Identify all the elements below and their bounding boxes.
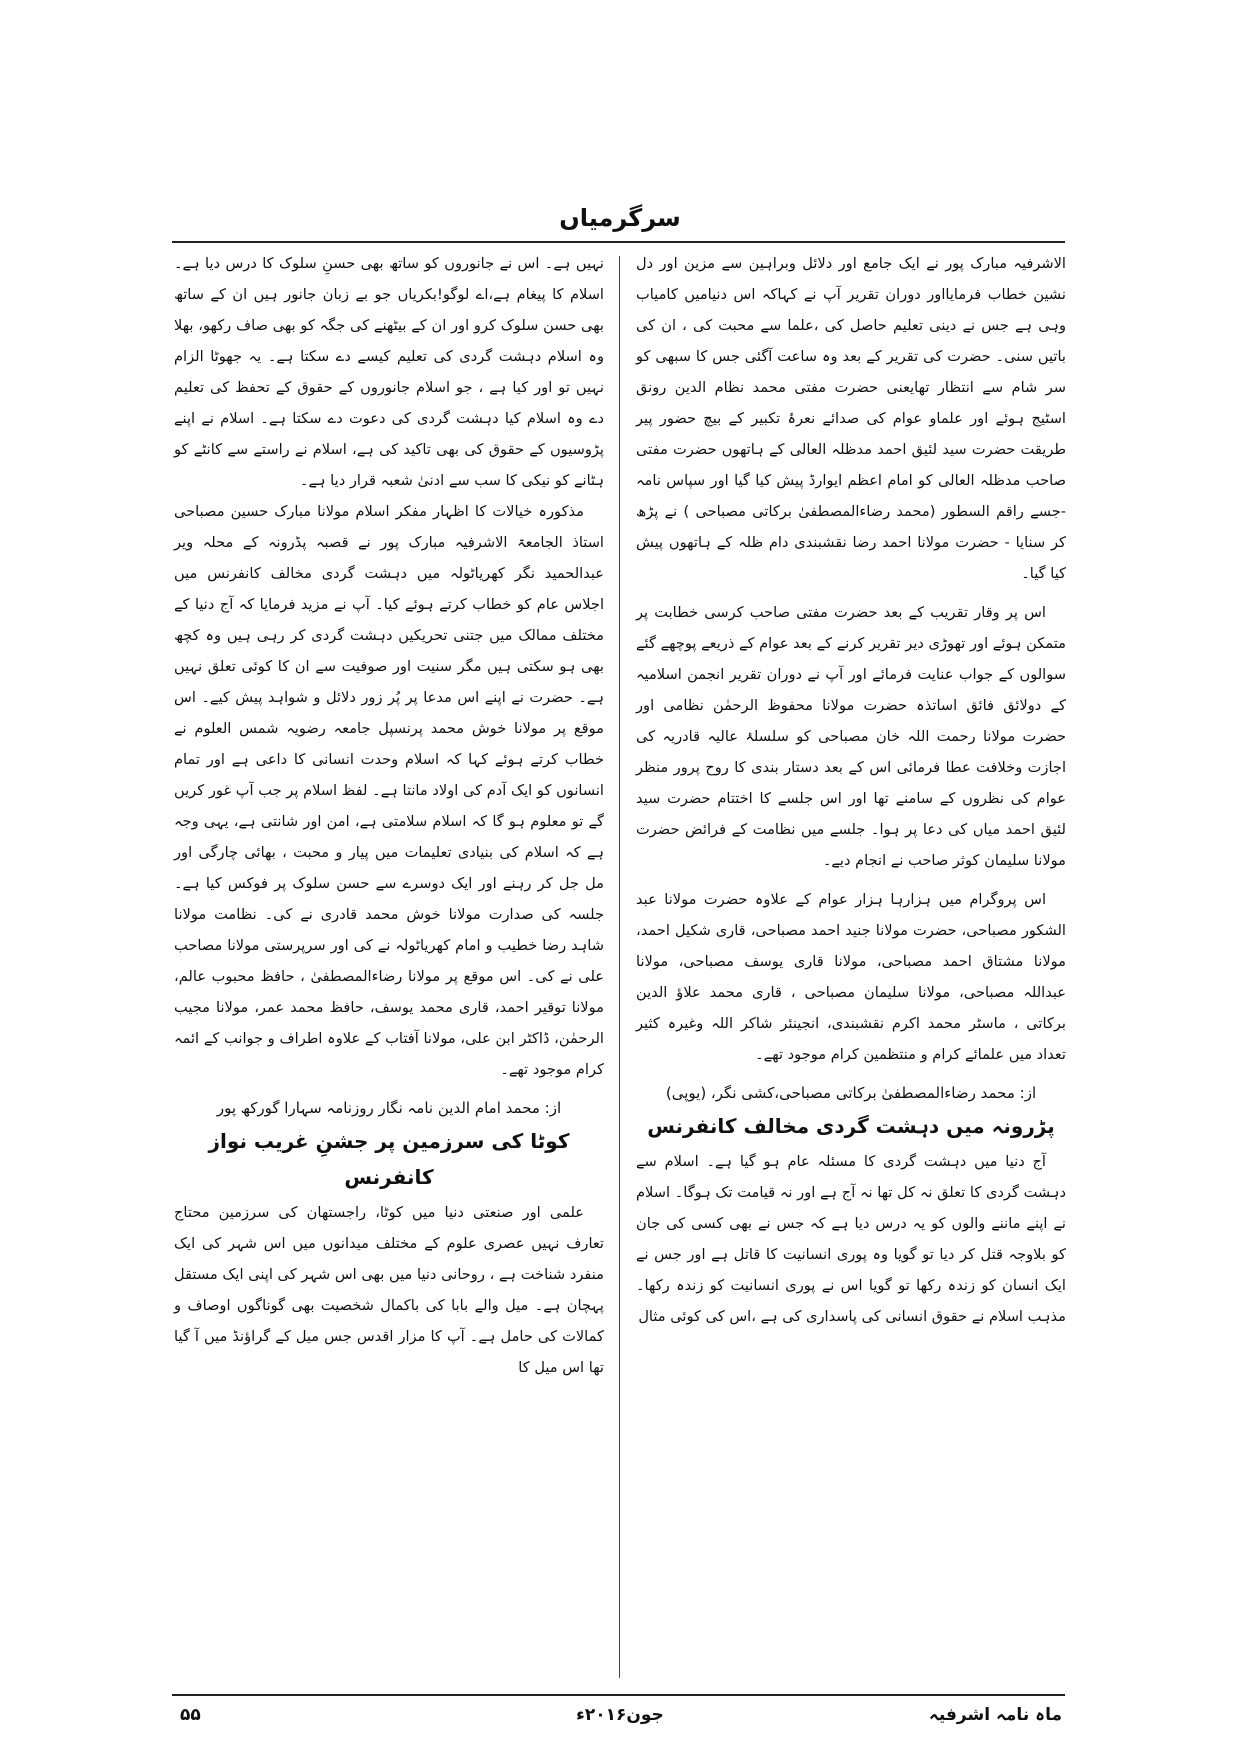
article-heading: پڑرونہ میں دہشت گردی مخالف کانفرنس — [647, 1114, 1055, 1138]
page-number: ۵۵ — [180, 1705, 201, 1725]
header-divider — [172, 241, 1065, 243]
article-paragraph: علمی اور صنعتی دنیا میں کوٹا، راجستھان کی سرزمین محتاج تعارف نہیں عصری علوم کے مختلف میدانوں میں اس شہر کی ایک منفرد شناخت ہے ، روحانی دنیا میں بھی اس شہر کی اپنی ایک مستقل پہچان ہے۔ میل والے بابا کی باکمال شخصیت بھی گوناگوں اوصاف و کمالات کی حامل ہے۔ آپ کا مزار اقدس جس میل کے گراؤنڈ میں آ گیا تھا اس میل کا — [174, 1204, 604, 1376]
issue-date: جون۲۰۱۶ء — [576, 1705, 664, 1725]
right-column — [636, 248, 1066, 1332]
footer-divider — [172, 1694, 1065, 1696]
article-heading: کوٹا کی سرزمین پر جشنِ غریب نواز کانفرنس — [208, 1129, 570, 1189]
article-paragraph: الاشرفیہ مبارک پور نے ایک جامع اور دلائل وبراہین سے مزین اور دل نشین خطاب فرمایااور دوران تقریر آپ نے کہاکہ اس دنیامیں کامیاب وہی ہے جس نے دینی تعلیم حاصل کی ،علما سے محبت کی ، ان کی باتیں سنی۔ حضرت کی تقریر کے بعد وہ ساعت آگئی جس کا سبھی کو سر شام سے انتظار تھایعنی حضرت مفتی محمد نظام الدین رونق اسٹیج ہوئے اور علماو عوام کی صدائے نعرۂ تکبیر کے بیچ حضور پیر طریقت حضرت سید لئیق احمد مدظلہ العالی کے ہاتھوں حضرت مفتی صاحب مدظلہ العالی کو امام اعظم ایوارڈ پیش کیا گیا اور سپاس نامہ -جسے راقم السطور (محمد رضاءالمصطفیٰ برکاتی مصباحی ) نے پڑھ کر سنایا - حضرت مولانا احمد رضا نقشبندی دام ظلہ کے ہاتھوں پیش کیا گیا۔ — [636, 255, 1066, 582]
article-byline: از: محمد امام الدین نامہ نگار روزنامہ سہارا گورکھ پور — [216, 1099, 562, 1117]
magazine-name: ماہ نامہ اشرفیہ — [928, 1705, 1062, 1725]
article-byline: از: محمد رضاءالمصطفیٰ برکاتی مصباحی،کشی نگر، (یوپی) — [665, 1084, 1037, 1102]
article-paragraph: اس پروگرام میں ہزارہا ہزار عوام کے علاوہ حضرت مولانا عبد الشکور مصباحی، حضرت مولانا جنید احمد مصباحی، قاری شکیل احمد، مولانا مشتاق احمد مصباحی، مولانا قاری یوسف مصباحی، مولانا عبداللہ مصباحی، مولانا سلیمان مصباحی ، قاری محمد علاؤ الدین برکاتی ، ماسٹر محمد اکرم نقشبندی، انجینئر شاکر اللہ وغیرہ کثیر تعداد میں علمائے کرام و منتظمین کرام موجود تھے۔ — [636, 891, 1066, 1063]
column-divider — [619, 256, 620, 1678]
article-paragraph: اس پر وقار تقریب کے بعد حضرت مفتی صاحب کرسی خطابت پر متمکن ہوئے اور تھوڑی دیر تقریر کرنے کے بعد عوام کے ذریعے پوچھے گئے سوالوں کے جواب عنایت فرمائے اور آپ نے دوران تقریر انجمن اسلامیہ کے دولائق فائق اساتذہ حضرت مولانا محفوظ الرحمٰن نظامی اور حضرت مولانا رحمت اللہ خان مصباحی کو سلسلۂ عالیہ قادریہ کی اجازت وخلافت عطا فرمائی اس کے بعد دستار بندی کا روح پرور منظر عوام کی نظروں کے سامنے تھا اور اس جلسے کا اختتام حضرت سید لئیق احمد میاں کی دعا پر ہوا۔ جلسے میں نظامت کے فرائض حضرت مولانا سلیمان کوثر صاحب نے انجام دیے۔ — [636, 604, 1066, 869]
article-paragraph: آج دنیا میں دہشت گردی کا مسئلہ عام ہو گیا ہے۔ اسلام سے دہشت گردی کا تعلق نہ کل تھا نہ آج ہے اور نہ قیامت تک ہوگا۔ اسلام نے اپنے ماننے والوں کو یہ درس دیا ہے کہ جس نے بھی کسی کی جان کو بلاوجہ قتل کر دیا تو گویا وہ پوری انسانیت کا قاتل ہے اور جس نے ایک انسان کو زندہ رکھا تو گویا اس نے پوری انسانیت کو زندہ رکھا۔ مذہب اسلام نے حقوق انسانی کی پاسداری کی ہے ،اس کی کوئی مثال — [636, 1153, 1066, 1325]
article-paragraph: نہیں ہے۔ اس نے جانوروں کو ساتھ بھی حسنِ سلوک کا درس دیا ہے۔اسلام کا پیغام ہے،اے لوگو!بکریاں جو بے زبان جانور ہیں ان کے ساتھ بھی حسن سلوک کرو اور ان کے بیٹھنے کی جگہ کو بھی صاف رکھو، بھلا وہ اسلام دہشت گردی کی تعلیم کیسے دے سکتا ہے۔ یہ جھوٹا الزام نہیں تو اور کیا ہے ، جو اسلام جانوروں کے حقوق کے تحفظ کی تعلیم دے وہ اسلام کیا دہشت گردی کی دعوت دے سکتا ہے۔ اسلام نے اپنے پڑوسیوں کے حقوق کی بھی تاکید کی ہے، اسلام نے راستے سے کانٹے کو ہٹانے کو نیکی کا سب سے ادنیٰ شعبہ قرار دیا ہے۔ — [174, 255, 604, 489]
section-title: سرگرمیاں — [559, 204, 681, 232]
article-paragraph: مذکورہ خیالات کا اظہار مفکر اسلام مولانا مبارک حسین مصباحی استاذ الجامعۃ الاشرفیہ مبارک پور نے قصبہ پڈرونہ کے محلہ ویر عبدالحمید نگر کھریاٹولہ میں دہشت گردی مخالف کانفرنس میں اجلاس عام کو خطاب کرتے ہوئے کیا۔ آپ نے مزید فرمایا کہ آج دنیا کے مختلف ممالک میں جتنی تحریکیں دہشت گردی کر رہی ہیں وہ کچھ بھی ہو سکتی ہیں مگر سنیت اور صوفیت سے ان کا کوئی تعلق نہیں ہے۔ حضرت نے اپنے اس مدعا پر پُر زور دلائل و شواہد پیش کیے۔ اس موقع پر مولانا خوش محمد پرنسپل جامعہ رضویہ شمس العلوم نے خطاب کرتے ہوئے کہا کہ اسلام وحدت انسانی کا داعی ہے اور تمام انسانوں کو ایک آدم کی اولاد مانتا ہے۔ لفظ اسلام پر جب آپ غور کریں گے تو معلوم ہو گا کہ اسلام سلامتی ہے، امن اور شانتی ہے، یہی وجہ ہے کہ اسلام کی بنیادی تعلیمات میں پیار و محبت ، بھائی چارگی اور مل جل کر رہنے اور ایک دوسرے سے حسن سلوک پر فوکس کیا ہے۔ جلسہ کی صدارت مولانا خوش محمد قادری نے کی۔ نظامت مولانا شاہد رضا خطیب و امام کھریاٹولہ نے کی اور سرپرستی مولانا مصاحب علی نے کی۔ اس موقع پر مولانا رضاءالمصطفیٰ ، حافظ محبوب عالم، مولانا توقیر احمد، قاری محمد یوسف، حافظ محمد عمر، مولانا مجیب الرحمٰن، ڈاکٹر ابن علی، مولانا آفتاب کے علاوہ اطراف و جوانب کے ائمہ کرام موجود تھے۔ — [174, 503, 604, 1078]
left-column — [174, 248, 604, 1383]
